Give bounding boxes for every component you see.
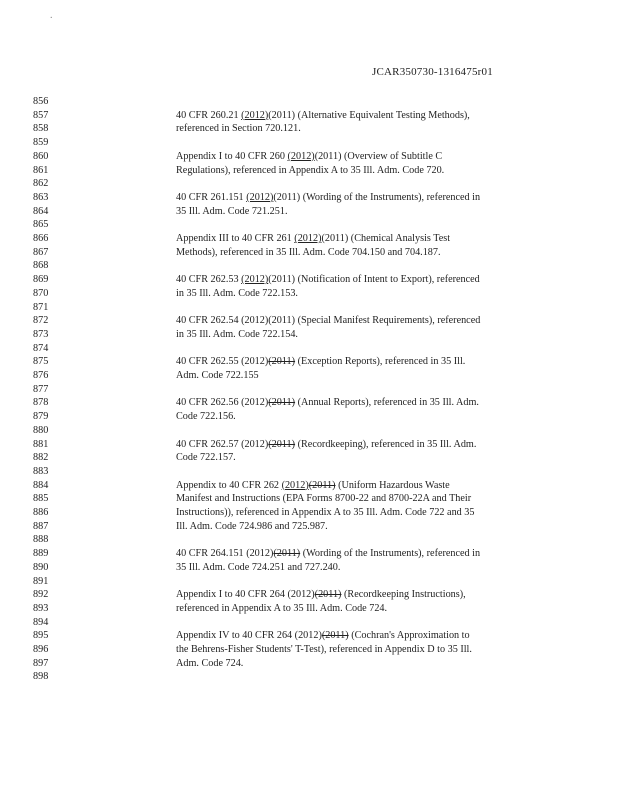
text-segment: Manifest and Instructions (EPA Forms 8700-22 and 8700-22A and Their (176, 493, 472, 505)
text-segment: Appendix III to 40 CFR 261 (176, 233, 295, 244)
text-segment: 40 CFR 264.151 (2012) (176, 548, 274, 560)
line-number: 889 (33, 548, 49, 560)
line-text (176, 562, 556, 574)
text-segment: 40 CFR 262.54 (2012)(2011) (Special Manifest Requirements), referenced (176, 315, 481, 327)
line-text (176, 151, 556, 163)
text-segment: Appendix IV to 40 CFR 264 (2012) (176, 630, 322, 642)
text-segment: Regulations), referenced in Appendix A to 35 Ill. Adm. Code 720. (176, 164, 445, 176)
line-number: 887 (33, 520, 49, 532)
line-text (176, 603, 556, 615)
line-number: 868 (33, 260, 49, 272)
text-segment: (Uniform Hazardous Waste (335, 479, 450, 491)
line-number: 898 (33, 671, 49, 683)
deleted-text: (2011) (268, 356, 296, 368)
text-segment: Code 722.156. (176, 411, 236, 423)
deleted-text: (2011) (321, 630, 349, 642)
text-segment: Appendix I to 40 CFR 260 (176, 150, 288, 162)
line-number: 856 (33, 96, 49, 107)
text-segment: (2011) (Notification of Intent to Export), referenced (268, 274, 480, 286)
line-number: 888 (33, 534, 49, 546)
text-segment: Appendix I to 40 CFR 264 (2012) (176, 589, 315, 601)
line-text (176, 247, 556, 259)
line-number: 871 (33, 301, 49, 313)
text-segment: (Annual Reports), referenced in 35 Ill. Adm. (295, 397, 479, 409)
line-text (176, 165, 556, 177)
text-segment: in 35 Ill. Adm. Code 722.154. (176, 328, 298, 340)
text-segment: the Behrens-Fisher Students' T-Test), referenced in Appendix D to 35 Ill. (176, 644, 472, 655)
text-segment: Adm. Code 724. (176, 657, 244, 669)
line-number: 867 (33, 246, 49, 258)
text-segment: (Recordkeeping Instructions), (341, 589, 466, 601)
text-segment: Appendix to 40 CFR 262 (176, 479, 282, 491)
deleted-text: (2011) (268, 397, 296, 409)
text-segment: 35 Ill. Adm. Code 721.251. (176, 205, 288, 217)
text-segment: Ill. Adm. Code 724.986 and 725.987. (176, 520, 328, 532)
line-number: 874 (33, 342, 49, 354)
line-number: 866 (33, 233, 49, 244)
text-segment: (Cochran's Approximation to (348, 630, 470, 642)
line-text (176, 521, 556, 533)
text-segment: (2011) (Chemical Analysis Test (321, 233, 451, 244)
line-text (176, 480, 556, 492)
line-text (176, 356, 556, 368)
line-number: 881 (33, 438, 49, 450)
line-number: 884 (33, 479, 49, 491)
line-text (176, 110, 556, 122)
text-segment: 40 CFR 262.56 (2012) (176, 397, 269, 409)
text-segment: (2011) (Wording of the Instruments), referenced in (273, 191, 481, 203)
line-text (176, 658, 556, 670)
line-number: 895 (33, 630, 49, 642)
line-number: 880 (33, 424, 49, 436)
text-segment: (Exception Reports), referenced in 35 Ill. (295, 356, 466, 368)
deleted-text: (2011) (268, 438, 296, 450)
text-segment: referenced in Appendix A to 35 Ill. Adm. Code 724. (176, 602, 388, 614)
deleted-text: (2011) (314, 589, 342, 601)
document-id: JCAR350730-1316475r01 (372, 66, 493, 78)
text-segment: 40 CFR 261.151 (176, 191, 247, 203)
line-number: 897 (33, 657, 49, 669)
line-number: 858 (33, 123, 49, 135)
deleted-text: (2011) (273, 548, 301, 560)
inserted-text: (2012) (246, 191, 274, 203)
line-number: 890 (33, 561, 49, 573)
line-text (176, 206, 556, 218)
line-number: 870 (33, 287, 49, 299)
inserted-text: (2012) (294, 233, 322, 244)
line-text (176, 370, 556, 382)
line-text (176, 452, 556, 464)
line-number: 860 (33, 150, 49, 162)
inserted-text: (2012) (241, 274, 269, 286)
line-number: 857 (33, 109, 49, 121)
line-number: 894 (33, 616, 49, 628)
line-number: 891 (33, 575, 49, 587)
text-segment: referenced in Section 720.121. (176, 123, 301, 135)
line-text (176, 397, 556, 409)
inserted-text: (2012) (287, 150, 315, 162)
line-number: 863 (33, 191, 49, 203)
line-number: 864 (33, 205, 49, 217)
line-number: 872 (33, 315, 49, 327)
line-text (176, 288, 556, 300)
line-number: 869 (33, 274, 49, 286)
text-segment: 40 CFR 262.57 (2012) (176, 438, 269, 450)
line-number: 861 (33, 164, 49, 176)
line-number: 865 (33, 219, 49, 231)
text-segment: 35 Ill. Adm. Code 724.251 and 727.240. (176, 561, 341, 573)
line-number: 893 (33, 602, 49, 614)
line-number: 862 (33, 178, 49, 190)
text-segment: 40 CFR 262.55 (2012) (176, 356, 269, 368)
corner-mark: . (50, 10, 53, 21)
line-number: 892 (33, 589, 49, 601)
line-text (176, 493, 556, 505)
text-segment: 40 CFR 262.53 (176, 274, 242, 286)
line-number: 876 (33, 370, 49, 381)
text-segment: in 35 Ill. Adm. Code 722.153. (176, 287, 298, 299)
line-text (176, 630, 556, 642)
line-text (176, 274, 556, 286)
line-text (176, 644, 556, 656)
line-text (176, 507, 556, 519)
line-number: 879 (33, 411, 49, 423)
line-text (176, 589, 556, 601)
inserted-text: (2012) (281, 479, 309, 491)
line-number: 885 (33, 493, 49, 505)
line-number: 886 (33, 507, 49, 518)
inserted-text: (2012) (241, 109, 269, 121)
line-text (176, 192, 556, 204)
text-segment: (2011) (Overview of Subtitle C (314, 150, 443, 162)
line-number: 878 (33, 397, 49, 409)
line-number: 882 (33, 452, 49, 464)
line-number: 896 (33, 644, 49, 655)
line-text (176, 233, 556, 245)
text-segment: Code 722.157. (176, 452, 236, 464)
text-segment: Adm. Code 722.155 (176, 370, 259, 381)
line-number: 875 (33, 356, 49, 368)
line-text (176, 315, 556, 327)
text-segment: (Wording of the Instruments), referenced in (300, 548, 481, 560)
text-segment: Methods), referenced in 35 Ill. Adm. Code 704.150 and 704.187. (176, 246, 441, 258)
line-number: 859 (33, 137, 49, 149)
line-number: 873 (33, 328, 49, 340)
text-segment: Instructions)), referenced in Appendix A to 35 Ill. Adm. Code 722 and 35 (176, 507, 475, 518)
deleted-text: (2011) (308, 479, 336, 491)
line-text (176, 548, 556, 560)
line-number: 877 (33, 383, 49, 395)
line-text (176, 411, 556, 423)
text-segment: 40 CFR 260.21 (176, 109, 242, 121)
line-text (176, 439, 556, 451)
text-segment: (2011) (Alternative Equivalent Testing Methods), (268, 109, 470, 121)
line-text (176, 123, 556, 135)
text-segment: (Recordkeeping), referenced in 35 Ill. Adm. (295, 438, 477, 450)
line-text (176, 329, 556, 341)
line-number: 883 (33, 465, 49, 477)
